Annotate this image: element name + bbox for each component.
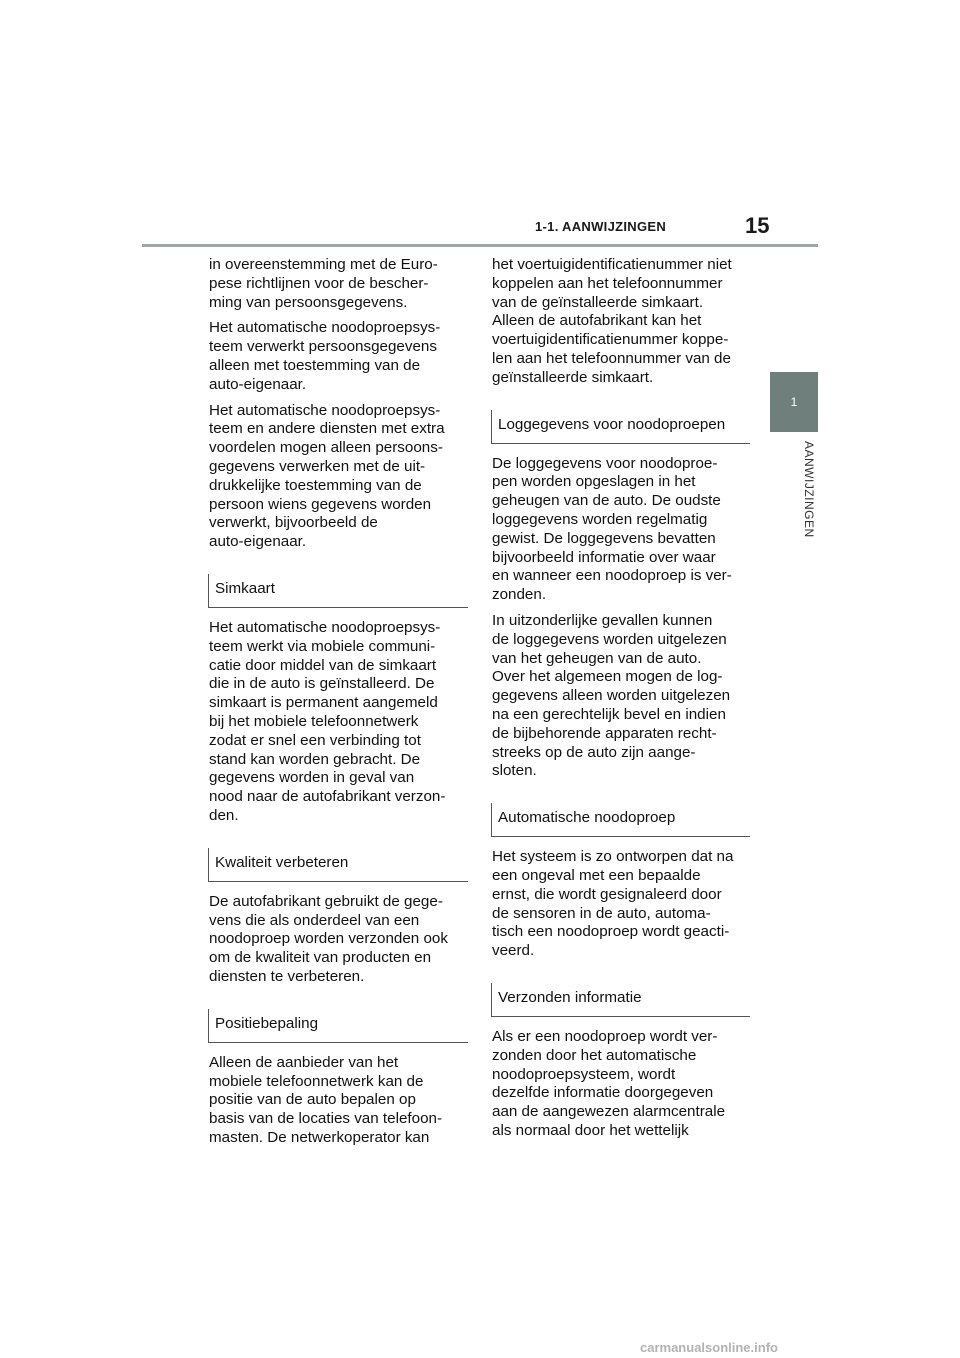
right-column [492,256,750,1148]
chapter-tab-number: 1 [790,395,798,409]
paragraph: Als er een noodoproep wordt ver- zonden door het automatische noodoproepsysteem, wordt dezelfde informatie doorgegeven aan de aangewezen alarmcentrale als normaal door het wettelijk [492,1027,726,1139]
heading-verzonden: Verzonden informatie [491,983,750,1017]
paragraph: in overeenstemming met de Euro- pese richtlijnen voor de bescher- ming van persoonsgegevens. [209,256,438,311]
page-number: 15 [745,213,770,238]
paragraph: het voertuigidentificatienummer niet koppelen aan het telefoonnummer van de geïnstalleerde simkaart. Alleen de autofabrikant kan het voertuigidentificatienummer koppe- len aan het telefoonnummer van de geïnstalleerde simkaart. [492,256,732,386]
paragraph: Alleen de aanbieder van het mobiele telefoonnetwerk kan de positie van de auto bepalen op basis van de locaties van telefoon- masten. De netwerkoperator kan [209,1053,443,1146]
heading-positie: Positiebepaling [208,1009,468,1043]
left-column [209,256,467,1155]
paragraph: Het automatische noodoproepsys- teem verwerkt persoonsgegevens alleen met toestemming van de auto-eigenaar. [209,319,441,393]
heading-simkaart: Simkaart [208,574,468,608]
paragraph: De loggegevens voor noodoproe- pen worden opgeslagen in het geheugen van de auto. De oudste loggegevens worden regelmatig gewist. De loggegevens bevatten bijvoorbeeld informatie over waar en wanneer een noodoproep is ver- zonden. [492,454,732,604]
paragraph: De autofabrikant gebruikt de gege- vens die als onderdeel van een noodoproep worden verzonden ook om de kwaliteit van producten en diensten te verbeteren. [209,892,448,985]
paragraph: Het automatische noodoproepsys- teem werkt via mobiele communi- catie door middel van de simkaart die in de auto is geïnstalleerd. De simkaart is permanent aangemeld bij het mobiele telefoonnetwerk zodat er snel een verbinding tot stand kan worden gebracht. De gegevens worden in geval van nood naar de autofabrikant verzon- den. [209,618,446,824]
heading-automatisch: Automatische noodoproep [491,803,750,837]
paragraph: In uitzonderlijke gevallen kunnen de loggegevens worden uitgelezen van het geheugen van de auto. Over het algemeen mogen de log- gegevens alleen worden uitgelezen na een gerechtelijk bevel en indien de bijbehorende apparaten recht- streeks op de auto zijn aange- sloten. [492,611,731,780]
heading-loggegevens: Loggegevens voor noodoproepen [491,410,750,444]
section-title: 1-1. AANWIJZINGEN [535,219,667,234]
watermark: carmanualsonline.info [640,1340,778,1355]
paragraph: Het automatische noodoproepsys- teem en andere diensten met extra voordelen mogen alleen persoons- gegevens verwerken met de uit- drukkelijke toestemming van de persoon wiens gegevens worden verwerkt, bijvoorbeeld de auto-eigenaar. [209,401,445,551]
paragraph: Het systeem is zo ontworpen dat na een ongeval met een bepaalde ernst, die wordt gesignaleerd door de sensoren in de auto, automa- tisch een noodoproep wordt geacti- veerd. [492,848,734,960]
chapter-side-label: AANWIJZINGEN [802,441,816,538]
heading-kwaliteit: Kwaliteit verbeteren [208,848,468,882]
header-divider [142,244,818,247]
chapter-tab [770,372,818,432]
